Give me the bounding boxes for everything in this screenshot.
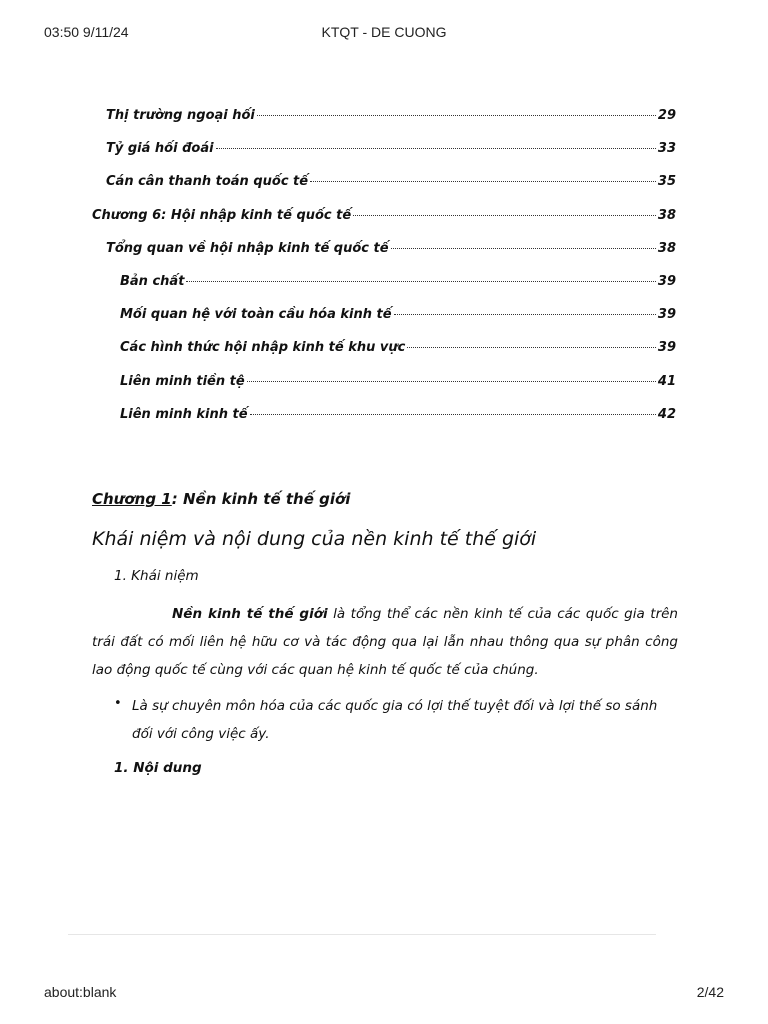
toc-leader-dots (257, 115, 656, 116)
print-datetime: 03:50 9/11/24 (44, 24, 129, 40)
toc-entry-label: Các hình thức hội nhập kinh tế khu vực (120, 340, 406, 356)
page-divider (68, 934, 656, 935)
page-url: about:blank (44, 984, 117, 1000)
subheading-content: 1. Nội dung (114, 760, 202, 776)
toc-entry-page: 38 (657, 240, 676, 256)
toc-entry-label: Tổng quan về hội nhập kinh tế quốc tế (106, 240, 389, 256)
toc-entry-page: 41 (657, 373, 676, 389)
toc-entry[interactable] (120, 340, 676, 364)
toc-entry-page: 39 (657, 340, 676, 356)
bullet-item: Là sự chuyên môn hóa của các quốc gia có lợi thế tuyệt đối và lợi thế so sánh đối với công việc ấy. (132, 698, 658, 742)
toc-leader-dots (247, 381, 656, 382)
toc-entry[interactable] (120, 407, 676, 431)
toc-entry-label: Liên minh tiền tệ (120, 373, 245, 389)
toc-entry[interactable] (120, 274, 676, 298)
document-title: KTQT - DE CUONG (321, 24, 447, 40)
toc-entry-page: 39 (657, 274, 676, 289)
toc-entry-label: Liên minh kinh tế (120, 406, 248, 422)
toc-leader-dots (216, 148, 656, 149)
toc-entry-label: Tỷ giá hối đoái (106, 141, 214, 157)
toc-leader-dots (186, 281, 655, 282)
toc-entry-label: Cán cân thanh toán quốc tế (106, 174, 309, 190)
toc-entry-page: 35 (657, 174, 676, 190)
toc-entry[interactable] (106, 141, 676, 165)
bullet-dot-icon: • (114, 696, 122, 711)
toc-leader-dots (391, 248, 656, 249)
chapter-title (92, 490, 350, 508)
definition-paragraph (92, 600, 678, 684)
toc-entry-label: Bản chất (120, 274, 185, 289)
toc-leader-dots (250, 414, 656, 415)
toc-entry-label: Chương 6: Hội nhập kinh tế quốc tế (92, 207, 352, 223)
chapter-name: : Nền kinh tế thế giới (171, 490, 351, 508)
toc-entry-page: 33 (657, 141, 676, 157)
defined-term: Nền kinh tế thế giới (172, 606, 328, 622)
toc-entry-label: Thị trường ngoại hối (106, 108, 255, 123)
toc-entry[interactable] (106, 174, 676, 198)
toc-entry-label: Mối quan hệ với toàn cầu hóa kinh tế (120, 307, 392, 323)
section-title: Khái niệm và nội dung của nền kinh tế thế giới (92, 528, 537, 550)
toc-entry[interactable] (120, 374, 676, 398)
toc-entry-page: 29 (657, 108, 676, 123)
toc-entry[interactable] (106, 108, 676, 132)
subheading-concept: 1. Khái niệm (114, 568, 199, 584)
toc-leader-dots (407, 347, 656, 348)
toc-entry[interactable] (120, 307, 676, 331)
toc-leader-dots (353, 215, 656, 216)
toc-leader-dots (310, 181, 656, 182)
toc-entry[interactable] (92, 208, 676, 232)
toc-entry-page: 42 (657, 406, 676, 422)
toc-entry-page: 39 (657, 307, 676, 323)
toc-entry[interactable] (106, 241, 676, 265)
page-number: 2/42 (696, 984, 724, 1000)
toc-entry-page: 38 (657, 207, 676, 223)
toc-leader-dots (394, 314, 656, 315)
definition-text: là tổng thể các nền kinh tế của các quốc gia trên trái đất có mối liên hệ hữu cơ và tác động qua lại lẫn nhau thông qua sự phân công lao động quốc tế cùng với các quan hệ kinh tế quốc tế của chúng. (92, 606, 678, 678)
chapter-prefix: Chương 1 (92, 490, 172, 508)
